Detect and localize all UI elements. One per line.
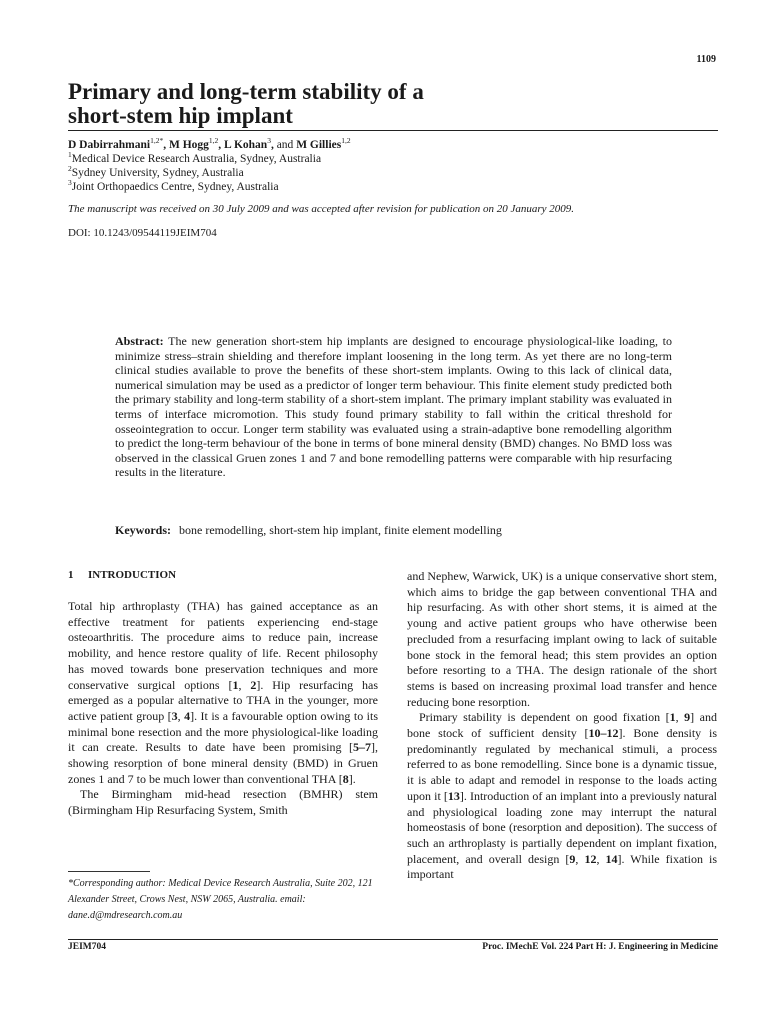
keywords-label: Keywords: <box>115 523 171 537</box>
doi: DOI: 10.1243/09544119JEIM704 <box>68 227 217 239</box>
affiliation-mark: 2 <box>68 164 72 173</box>
abstract <box>115 334 672 480</box>
affiliation-text: Medical Device Research Australia, Sydney, Australia <box>71 152 322 165</box>
body-paragraph <box>68 599 378 787</box>
text-run: , <box>575 851 585 866</box>
citation-ref: 2 <box>250 677 257 692</box>
text-run: Primary stability is dependent on good fixation [ <box>419 710 670 725</box>
citation-ref: 10–12 <box>588 726 619 741</box>
citation-ref: 14 <box>605 851 618 866</box>
text-run: The Birmingham mid-head resection (BMHR) stem (Birmingham Hip Resurfacing System, Smith <box>68 787 378 818</box>
text-run: , <box>596 851 606 866</box>
title-divider <box>68 130 718 131</box>
affiliation-mark: 1 <box>68 150 72 159</box>
footer-article-code: JEIM704 <box>68 942 106 952</box>
affiliation <box>68 150 321 165</box>
text-run: and Nephew, Warwick, UK) is a unique conservative short stem, which aims to bridge the gap between conventional THA and hip resurfacing. As with other short stems, it is aimed at the young and active patient groups who have otherwise been precluded from a resurfacing implant owing to lack of suitable bone stock in the femoral head; this stem provides an option before resorting to a THA. The design rationale of the short stems is based on increasing proximal load transfer and hence reducing bone resorption. <box>407 569 717 709</box>
left-column <box>68 599 378 819</box>
citation-ref: 1 <box>232 677 239 692</box>
citation-ref: 8 <box>342 771 349 786</box>
text-run: , <box>177 708 185 723</box>
citation-ref: 5–7 <box>353 740 371 755</box>
author-name: M Hogg <box>168 138 209 151</box>
affiliation <box>68 164 244 179</box>
author-name: D Dabirrahmani <box>68 138 151 151</box>
author-conjunction: and <box>276 138 294 151</box>
citation-ref: 9 <box>569 851 576 866</box>
keywords <box>115 523 672 538</box>
author-affiliation-mark: 1,2* <box>150 136 164 145</box>
received-note: The manuscript was received on 30 July 2009 and was accepted after revision for publication on 20 January 2009. <box>68 203 575 215</box>
body-paragraph <box>407 569 717 710</box>
citation-ref: 12 <box>584 851 597 866</box>
title-line-1: Primary and long-term stability of a <box>68 79 424 104</box>
citation-ref: 4 <box>184 708 191 723</box>
right-column <box>407 569 717 883</box>
section-number: 1 <box>68 569 74 581</box>
citation-ref: 13 <box>447 788 460 803</box>
text-run: ] and bone stock of sufficient density [ <box>407 710 718 741</box>
abstract-label: Abstract: <box>115 334 164 348</box>
author-list: D Dabirrahmani$^{1,2*}$, M Hogg$^{1,2}$, L Kohan$^3$, and M Gillies$^{1,2}$ <box>68 136 351 151</box>
affiliation-text: Joint Orthopaedics Centre, Sydney, Australia <box>71 180 279 193</box>
text-run: Total hip arthroplasty (THA) has gained acceptance as an effective treatment for patients experiencing end-stage osteoarthritis. The procedure aims to reduce pain, increase mobility, and hence restore quality of life. Recent philosophy has moved towards bone preservation techniques and more conservative surgical options [ <box>68 599 378 692</box>
author-affiliation-mark: 1,2 <box>208 136 219 145</box>
citation-ref: 3 <box>171 708 178 723</box>
citation-ref: 9 <box>684 710 691 725</box>
text-run: ]. It is a favourable option owing to its minimal bone resection and the more physiological-like loading it can create. Results to date have been promising [ <box>68 708 378 755</box>
author-name: M Gillies <box>296 138 342 151</box>
affiliation-mark: 3 <box>68 178 72 187</box>
abstract-text: The new generation short-stem hip implants are designed to encourage physiological-like loading, to minimize stress–strain shielding and therefore implant loosening in the long term. As yet there are no long-term clinical studies available to prove the benefits of these short-stem implants. Owing to this lack of clinical data, numerical simulation may be used as a predictor of longer term behaviour. This finite element study predicted both the primary stability and long-term stability of a short-stem implant. The primary implant stability was evaluated in terms of interface micromotion. This study found primary stability to fall within the critical threshold for osseointegration to occur. Longer term stability was evaluated using a strain-adaptive bone remodelling algorithm to predict the long-term behaviour of the bone in terms of bone mineral density (BMD) changes. No BMD loss was observed in the classical Gruen zones 1 and 7 and bone remodelling patterns were comparable with hip resurfacing results in the literature. <box>115 334 672 480</box>
footer-journal: Proc. IMechE Vol. 224 Part H: J. Engineering in Medicine <box>482 942 718 952</box>
text-run: ]. Bone density is predominantly regulated by mechanical stimuli, a process referred to as bone remodelling. Since bone is a dynamic tissue, it is able to adapt and remodel in response to the loads acting upon it [ <box>407 726 717 803</box>
keywords-text: bone remodelling, short-stem hip implant, finite element modelling <box>179 523 502 537</box>
text-run: ]. While fixation is important <box>407 851 717 882</box>
text-run: , <box>675 710 685 725</box>
text-run: , <box>238 677 251 692</box>
author-affiliation-mark: 1,2 <box>341 136 351 145</box>
text-run: ], showing resorption of bone mineral density (BMD) in Gruen zones 1 and 7 to be much lower than conventional THA [ <box>68 740 378 786</box>
page-number: 1109 <box>696 54 716 65</box>
citation-ref: 1 <box>669 710 676 725</box>
text-run: ]. Hip resurfacing has emerged as a popular alternative to THA in the younger, more active patient group [ <box>68 677 378 723</box>
author-affiliation-mark: 3 <box>267 136 271 145</box>
affiliation-text: Sydney University, Sydney, Australia <box>71 166 244 179</box>
section-title: INTRODUCTION <box>88 569 177 581</box>
text-run: ]. Introduction of an implant into a previously natural and physiological loading zone may interrupt the natural homeostasis of bone (resorption and deposition). The success of such an arthroplasty is partially dependent on implant fixation, placement, and overall design [ <box>407 788 717 866</box>
author-name: L Kohan <box>224 138 268 151</box>
section-heading <box>68 569 176 581</box>
body-paragraph <box>68 787 378 818</box>
corresponding-author-footnote: *Corresponding author: Medical Device Research Australia, Suite 202, 121 Alexander Street, Crows Nest, NSW 2065, Australia. email: dane.d@mdresearch.com.au <box>68 878 373 921</box>
body-paragraph <box>407 710 717 883</box>
footer-divider <box>68 939 718 940</box>
text-run: ]. <box>348 771 356 786</box>
title-line-2: short-stem hip implant <box>68 103 293 128</box>
footnote-divider <box>68 871 150 872</box>
affiliation <box>68 178 279 193</box>
paper-title <box>68 80 628 128</box>
